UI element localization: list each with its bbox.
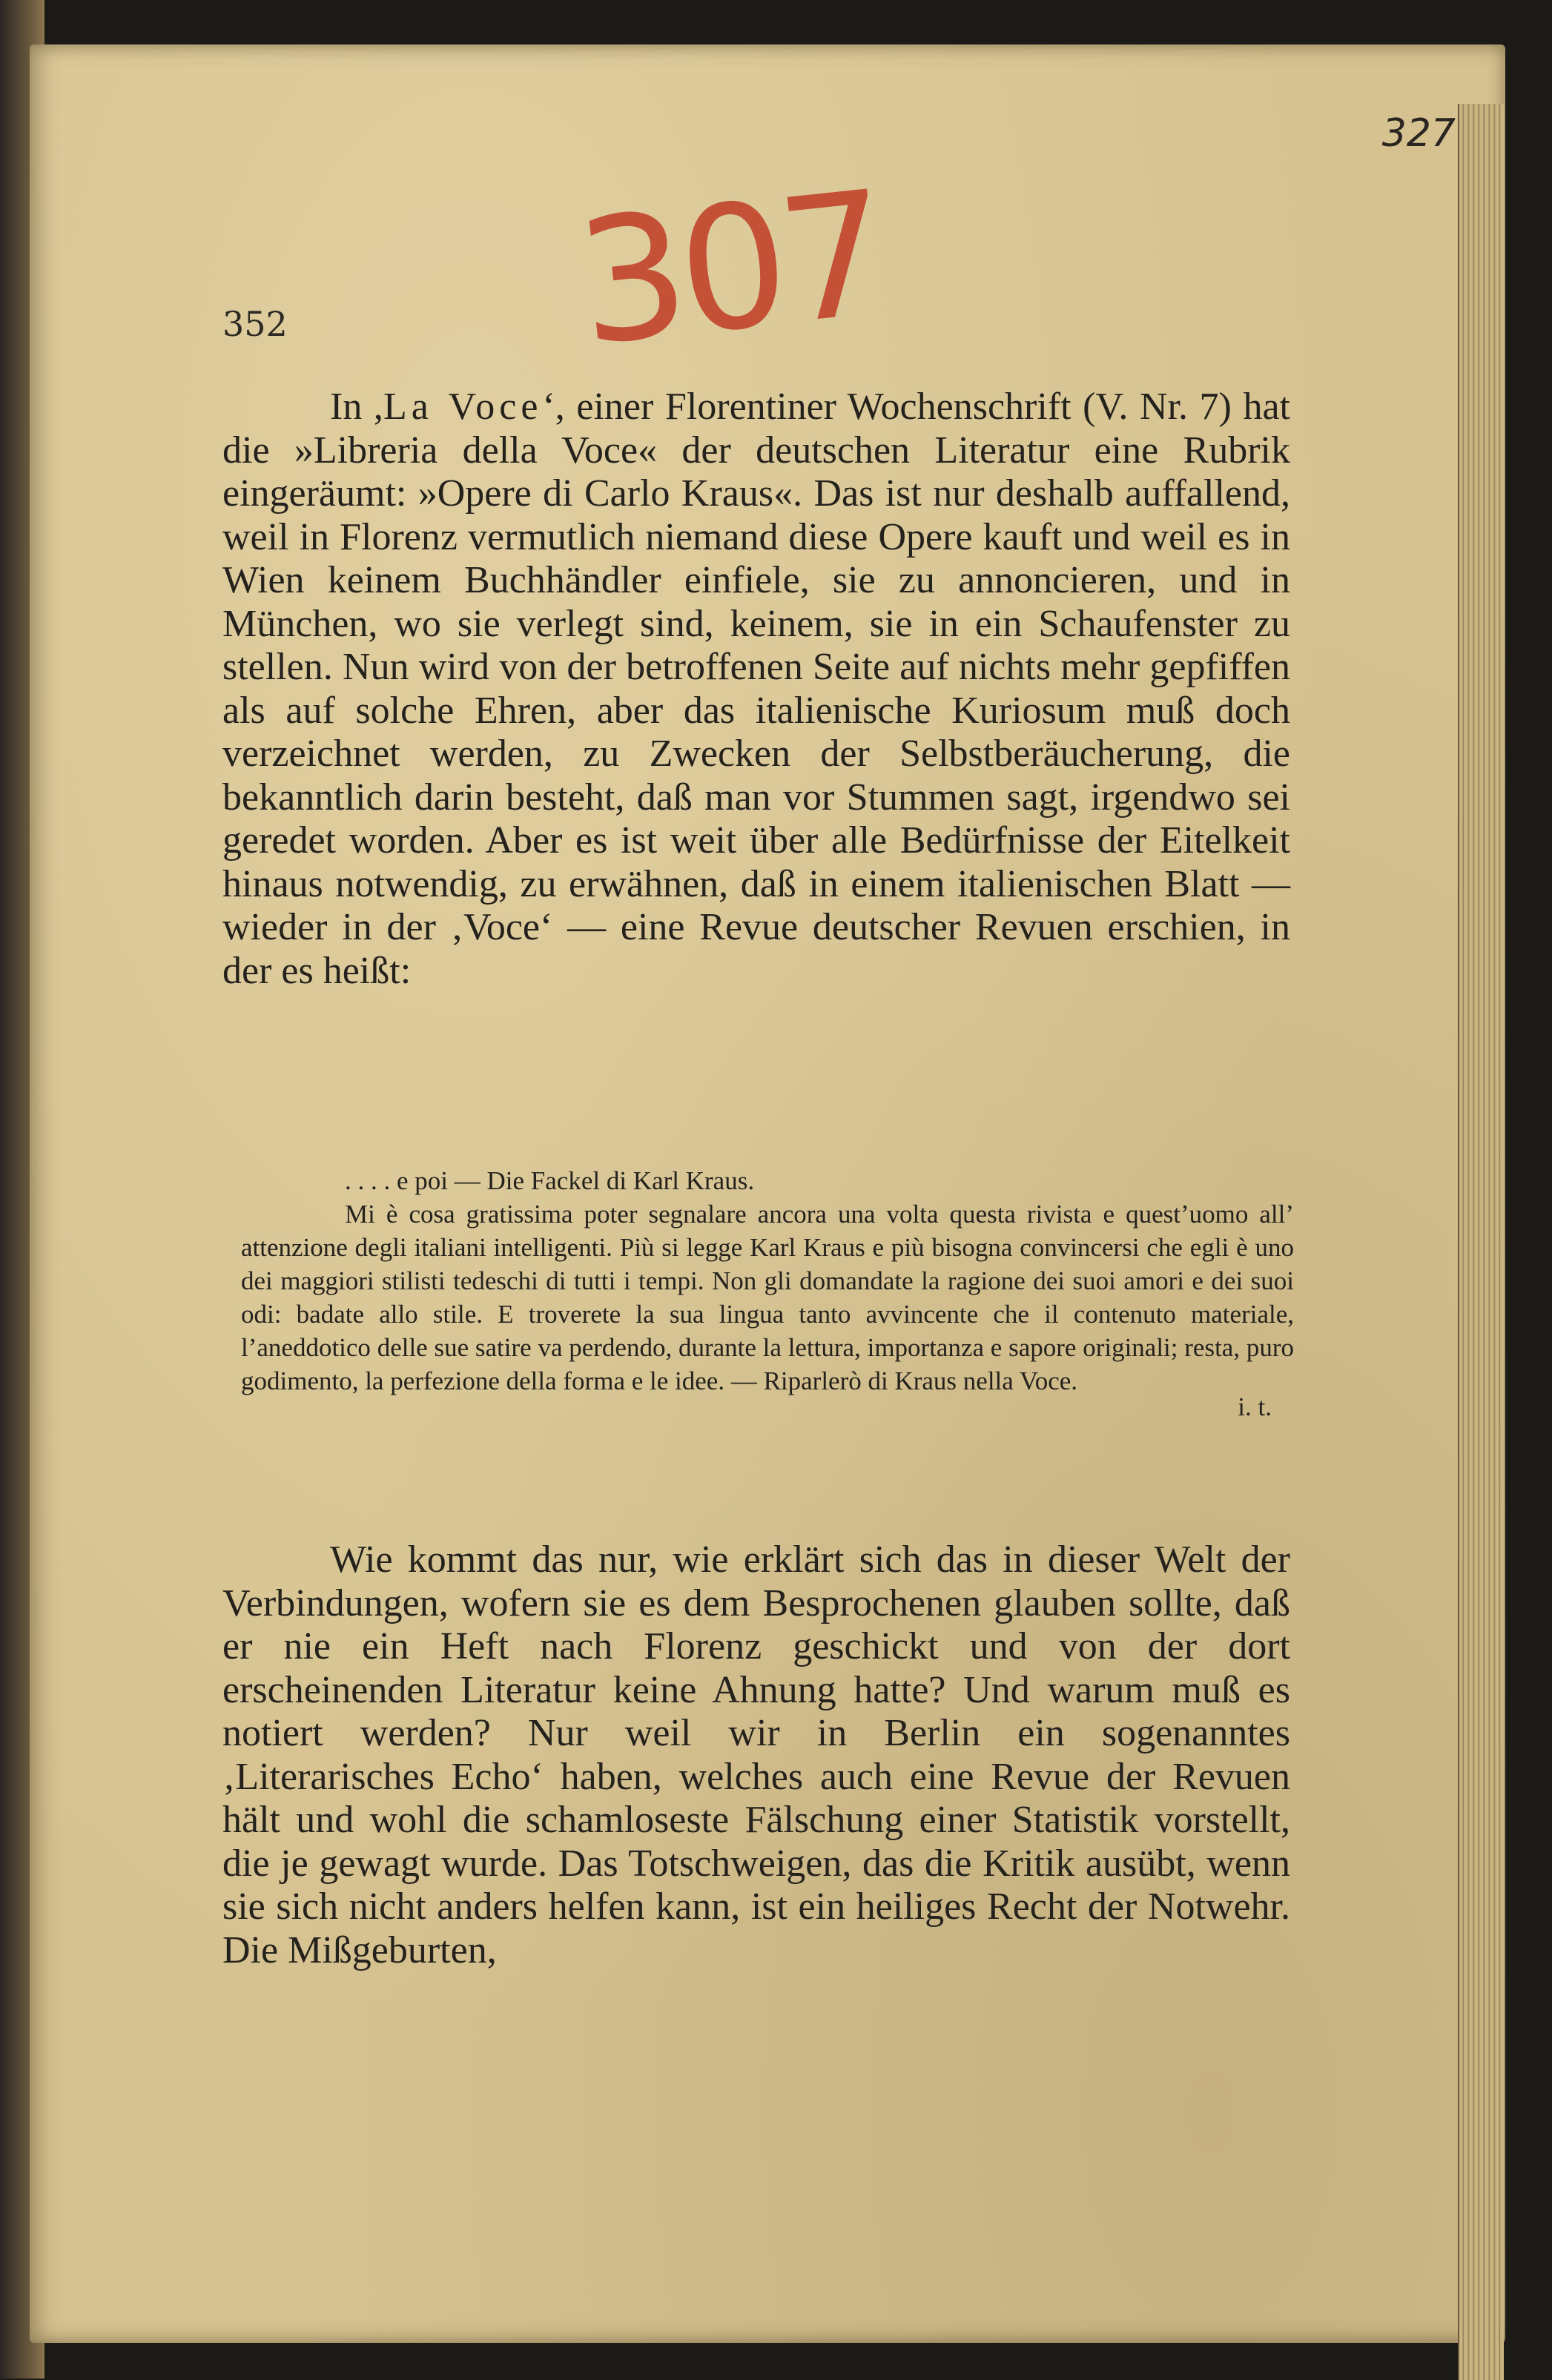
main-paragraph-intro: In , [330,386,383,428]
quote-body: Mi è cosa gratissima poter segnalare ancora una volta questa rivista e quest’uomo all’ attenzione degli italiani intelligenti. Più si legge Karl Kraus e più bisogna convincersi che egli è uno dei maggiori stilisti tedeschi di tutti i tempi. Non gli domandate la ragione dei suoi amori e dei suoi odi: badate allo stile. E troverete la sua lingua tanto avvincente che il contenuto materiale, l’aneddotico delle sue satire va perdendo, durante la lettura, importanza e sapore originali; resta, puro godimento, la perfezione della forma e le idee. — Riparlerò di Kraus nella Voce. [241,1200,1294,1395]
page-edges [1458,104,1504,2380]
quote-signature: i. t. [1238,1392,1272,1421]
journal-name: La Voce [383,386,543,428]
archive-number: 327 [1381,111,1456,156]
quote-attribution: . . . . e poi — Die Fackel di Karl Kraus. [345,1166,755,1195]
italian-quote [241,1164,1294,1424]
second-paragraph: Wie kommt das nur, wie erklärt sich das in dieser Welt der Verbindungen, wofern sie es dem Besprochenen glauben sollte, daß er nie ein Heft nach Florenz geschickt und von der dort erscheinenden Literatur keine Ahnung hatte? Und warum muß es notiert werden? Nur weil wir in Berlin ein sogenanntes ‚Literarisches Echo‘ haben, welches auch eine Revue der Revuen hält und wohl die schamloseste Fälschung einer Statistik vorstellt, die je gewagt wurde. Das Totschweigen, das die Kritik ausübt, wenn sie sich nicht anders helfen kann, ist ein heiliges Recht der Notwehr. Die Mißgeburten, [222,1538,1290,1971]
red-handwritten-number: 307 [569,155,891,384]
main-paragraph-body: ‘, einer Florentiner Wochenschrift (V. Nr. 7) hat die »Libreria della Voce« der deutschen Literatur eine Rubrik eingeräumt: »Opere di Carlo Kraus«. Das ist nur deshalb auffallend, weil in Florenz vermutlich niemand diese Opere kauft und weil es in Wien keinem Buchhändler einfiele, sie zu annoncieren, und in München, wo sie verlegt sind, keinem, sie in ein Schaufenster zu stellen. Nun wird von der betroffenen Seite auf nichts mehr gepfiffen als auf solche Ehren, aber das italienische Kuriosum muß doch verzeichnet werden, zu Zwecken der Selbstberäucherung, die bekanntlich darin besteht, daß man vor Stummen sagt, irgendwo sei geredet worden. Aber es ist weit über alle Bedürfnisse der Eitelkeit hinaus notwendig, zu erwähnen, daß in einem italienischen Blatt — wieder in der ‚Voce‘ — eine Revue deutscher Revuen erschien, in der es heißt: [222,386,1290,992]
main-paragraph [222,386,1290,993]
page-number: 352 [222,304,288,344]
